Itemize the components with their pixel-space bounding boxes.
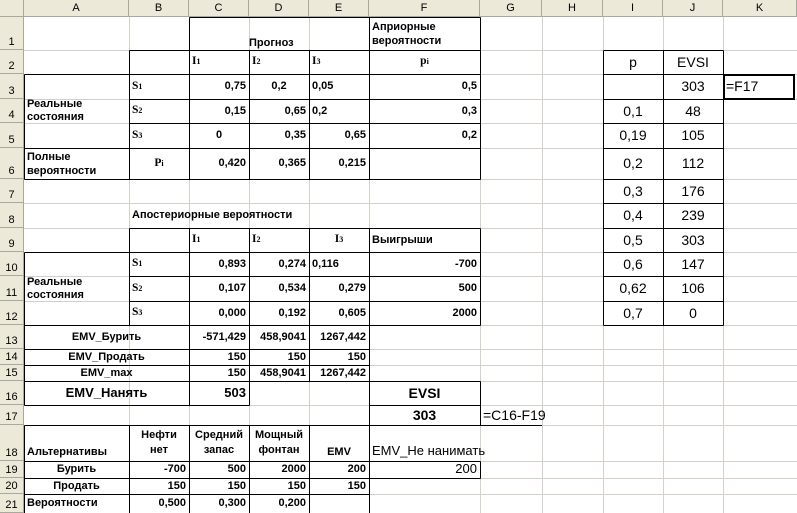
post-S2-I1[interactable]: 0,107 xyxy=(218,282,246,295)
emv-sell-I1[interactable]: 150 xyxy=(227,350,246,363)
drill-no-oil[interactable]: -700 xyxy=(163,463,186,476)
side-evsi-1[interactable]: 303 xyxy=(681,78,705,95)
side-p-6[interactable]: 0,4 xyxy=(623,207,643,224)
emv-max-I3[interactable]: 1267,442 xyxy=(320,366,366,379)
side-p-header[interactable]: p xyxy=(629,53,637,70)
I3-letter: I xyxy=(312,55,317,68)
P-sub: i xyxy=(161,158,164,168)
row-header-21[interactable]: 21 xyxy=(0,494,24,513)
row-header-12[interactable]: 12 xyxy=(0,301,24,325)
sell-emv[interactable]: 150 xyxy=(347,479,366,492)
column-header-G[interactable]: G xyxy=(480,0,542,17)
post-S1-I1[interactable]: 0,893 xyxy=(218,257,246,270)
I3-sub: 3 xyxy=(316,57,321,67)
aprior-title[interactable]: Априорные вероятности xyxy=(372,20,442,47)
prognoz-title[interactable]: Прогноз xyxy=(249,37,294,50)
side-evsi-2[interactable]: 48 xyxy=(685,102,701,119)
sell-label[interactable]: Продать xyxy=(53,479,100,492)
column-header-F[interactable]: F xyxy=(369,0,480,17)
column-header-I[interactable]: I xyxy=(603,0,663,17)
post-S2-I2[interactable]: 0,534 xyxy=(278,282,306,295)
post-S3-label[interactable] xyxy=(129,301,189,325)
emv-hire-value[interactable]: 503 xyxy=(224,384,246,400)
side-p-2[interactable]: 0,1 xyxy=(623,102,643,119)
I2-sub: 2 xyxy=(256,57,261,67)
side-p-7[interactable]: 0,5 xyxy=(623,231,643,248)
winnings-title[interactable]: Выигрыши xyxy=(372,233,433,246)
header-I1[interactable] xyxy=(189,50,249,74)
S3-label[interactable] xyxy=(129,123,189,148)
row-header-15[interactable]: 15 xyxy=(0,365,24,381)
emv-drill-I3[interactable]: 1267,442 xyxy=(320,330,366,343)
pI2-sub: 2 xyxy=(256,235,261,245)
I1-sub: 1 xyxy=(196,57,201,67)
post-S3-I1[interactable]: 0,000 xyxy=(218,306,246,319)
header-pi[interactable] xyxy=(369,50,480,74)
S2-sub: 2 xyxy=(138,106,143,116)
I2-letter: I xyxy=(252,55,257,68)
row-header-14[interactable]: 14 xyxy=(0,349,24,365)
row-header-1[interactable]: 1 xyxy=(0,17,24,50)
row-header-19[interactable]: 19 xyxy=(0,461,24,478)
emv-sell-label[interactable]: EMV_Продать xyxy=(68,350,145,363)
full-prob-I1[interactable]: 0,420 xyxy=(218,157,246,170)
pI2-letter: I xyxy=(252,233,257,246)
post-S3-I2[interactable]: 0,192 xyxy=(278,306,306,319)
prior-S3-I1[interactable]: 0 xyxy=(215,129,223,142)
prior-S3-I3[interactable]: 0,65 xyxy=(344,129,366,142)
prior-S1-I2[interactable]: 0,2 xyxy=(271,80,287,93)
row-header-7[interactable]: 7 xyxy=(0,179,24,203)
aposterior-title[interactable]: Апостериорные вероятности xyxy=(132,209,293,222)
evsi-label[interactable]: EVSI xyxy=(408,384,441,401)
side-evsi-5[interactable]: 176 xyxy=(681,182,705,199)
prior-S2-I1[interactable]: 0,15 xyxy=(224,104,246,117)
emv-drill-I2[interactable]: 458,9041 xyxy=(260,330,306,343)
drill-mid[interactable]: 500 xyxy=(227,463,246,476)
post-S3-win[interactable]: 2000 xyxy=(452,306,477,319)
drill-gush[interactable]: 2000 xyxy=(281,463,306,476)
prior-S3-p[interactable]: 0,2 xyxy=(461,129,477,142)
side-p-10[interactable]: 0,7 xyxy=(623,304,643,321)
post-S3-I3[interactable]: 0,605 xyxy=(338,306,366,319)
emv-sell-I3[interactable]: 150 xyxy=(347,350,366,363)
column-header-D[interactable]: D xyxy=(249,0,309,17)
side-evsi-header[interactable]: EVSI xyxy=(677,53,709,70)
full-prob-I2[interactable]: 0,365 xyxy=(278,157,306,170)
real-states-label-2[interactable]: Реальные состояния xyxy=(27,275,84,301)
side-p-5[interactable]: 0,3 xyxy=(623,182,643,199)
pI3-sub: 3 xyxy=(339,235,344,245)
evsi-value[interactable]: 303 xyxy=(412,406,437,423)
post-S1-label[interactable] xyxy=(129,252,189,276)
row-header-9[interactable]: 9 xyxy=(0,228,24,252)
column-header-K[interactable]: K xyxy=(723,0,797,17)
emv-drill-label[interactable]: EMV_Бурить xyxy=(71,330,142,343)
full-prob-label[interactable]: Полные вероятности xyxy=(27,150,97,177)
side-p-1[interactable] xyxy=(603,74,663,99)
evsi-formula[interactable]: =C16-F19 xyxy=(483,406,546,423)
header-I2[interactable] xyxy=(249,50,309,74)
S2-label[interactable] xyxy=(129,99,189,123)
S2-letter: S xyxy=(132,104,139,117)
header-no-oil[interactable]: Нефти нет xyxy=(141,429,177,456)
prob-label[interactable]: Вероятности xyxy=(27,497,98,510)
row-header-3[interactable]: 3 xyxy=(0,74,24,99)
header-gush[interactable]: Мощный фонтан xyxy=(255,429,303,456)
row-header-4[interactable]: 4 xyxy=(0,99,24,123)
I1-letter: I xyxy=(192,55,197,68)
pS1-sub: 1 xyxy=(138,259,143,269)
S3-letter: S xyxy=(132,128,139,141)
side-evsi-4[interactable]: 112 xyxy=(681,155,705,172)
sell-mid[interactable]: 150 xyxy=(227,479,246,492)
sell-no-oil[interactable]: 150 xyxy=(167,479,186,492)
pS1-letter: S xyxy=(132,257,139,270)
row-header-10[interactable]: 10 xyxy=(0,252,24,276)
prior-S1-I1[interactable]: 0,75 xyxy=(224,80,246,93)
post-S2-win[interactable]: 500 xyxy=(458,282,477,295)
prob-no-oil[interactable]: 0,500 xyxy=(158,497,186,510)
row-header-2[interactable]: 2 xyxy=(0,50,24,74)
header-mid[interactable]: Средний запас xyxy=(195,429,243,456)
prior-S2-I2[interactable]: 0,65 xyxy=(284,104,306,117)
side-evsi-6[interactable]: 239 xyxy=(681,207,705,224)
post-S1-win[interactable]: -700 xyxy=(454,257,477,270)
side-evsi-7[interactable]: 303 xyxy=(681,231,705,248)
row-header-16[interactable]: 16 xyxy=(0,381,24,405)
header-emv[interactable]: EMV xyxy=(327,446,351,459)
column-header-H[interactable]: H xyxy=(542,0,603,17)
emv-hire-label[interactable]: EMV_Нанять xyxy=(65,384,148,400)
side-evsi-10[interactable]: 0 xyxy=(689,304,697,321)
sell-gush[interactable]: 150 xyxy=(287,479,306,492)
pi-sub: i xyxy=(426,57,429,67)
prior-S2-p[interactable]: 0,3 xyxy=(461,104,477,117)
column-header-C[interactable]: C xyxy=(189,0,249,17)
side-evsi-3[interactable]: 105 xyxy=(681,127,705,144)
side-evsi-9[interactable]: 106 xyxy=(681,280,705,297)
emv-nohire-label[interactable]: EMV_Не нанимать xyxy=(372,443,486,459)
pI1-sub: 1 xyxy=(196,235,201,245)
row-header-11[interactable]: 11 xyxy=(0,276,24,301)
column-header-E[interactable]: E xyxy=(309,0,369,17)
P-label[interactable] xyxy=(129,148,189,179)
prior-S1-p[interactable]: 0,5 xyxy=(461,80,477,93)
prior-S3-I2[interactable]: 0,35 xyxy=(284,129,306,142)
post-header-I1[interactable] xyxy=(189,228,249,252)
pS2-sub: 2 xyxy=(138,283,143,293)
column-header-A[interactable]: A xyxy=(24,0,129,17)
row-header-5[interactable]: 5 xyxy=(0,123,24,148)
drill-label[interactable]: Бурить xyxy=(56,463,97,476)
side-evsi-8[interactable]: 147 xyxy=(681,255,705,272)
S1-sub: 1 xyxy=(138,81,143,91)
prob-mid[interactable]: 0,300 xyxy=(218,497,246,510)
drill-emv[interactable]: 200 xyxy=(347,463,366,476)
row-header-17[interactable]: 17 xyxy=(0,405,24,425)
header-I3[interactable] xyxy=(309,50,369,74)
row-header-13[interactable]: 13 xyxy=(0,325,24,349)
row-header-20[interactable]: 20 xyxy=(0,478,24,494)
S1-letter: S xyxy=(132,79,139,92)
side-p-8[interactable]: 0,6 xyxy=(623,255,643,272)
full-prob-I3[interactable]: 0,215 xyxy=(338,157,366,170)
post-S2-label[interactable] xyxy=(129,276,189,301)
row-header-8[interactable]: 8 xyxy=(0,203,24,228)
pi-letter: p xyxy=(420,55,427,68)
pI3-letter: I xyxy=(334,233,340,246)
emv-max-I2[interactable]: 458,9041 xyxy=(260,366,306,379)
emv-max-I1[interactable]: 150 xyxy=(227,366,246,379)
row-header-6[interactable]: 6 xyxy=(0,148,24,179)
row-header-18[interactable]: 18 xyxy=(0,425,24,461)
emv-nohire-value[interactable]: 200 xyxy=(455,461,477,477)
pI1-letter: I xyxy=(192,233,197,246)
side-formula[interactable]: =F17 xyxy=(726,78,759,95)
select-all-corner[interactable] xyxy=(0,0,24,17)
post-header-I2[interactable] xyxy=(249,228,309,252)
post-S2-I3[interactable]: 0,279 xyxy=(338,282,366,295)
column-header-J[interactable]: J xyxy=(663,0,723,17)
emv-sell-I2[interactable]: 150 xyxy=(287,350,306,363)
real-states-label-1[interactable]: Реальные состояния xyxy=(27,98,84,123)
emv-drill-I1[interactable]: -571,429 xyxy=(202,330,246,343)
prob-gush[interactable]: 0,200 xyxy=(278,497,306,510)
column-header-B[interactable]: B xyxy=(129,0,189,17)
prior-S2-I3[interactable]: 0,2 xyxy=(312,104,328,117)
pS2-letter: S xyxy=(132,281,139,294)
post-header-I3[interactable] xyxy=(309,228,369,252)
side-p-4[interactable]: 0,2 xyxy=(623,155,643,172)
pS3-letter: S xyxy=(132,306,139,319)
prior-S1-I3[interactable]: 0,05 xyxy=(312,80,334,93)
side-p-9[interactable]: 0,62 xyxy=(619,280,647,297)
post-S1-I3[interactable]: 0,116 xyxy=(312,257,339,270)
pS3-sub: 3 xyxy=(138,308,143,318)
alternatives-label[interactable]: Альтернативы xyxy=(27,446,108,459)
emv-max-label[interactable]: EMV_max xyxy=(80,366,133,379)
S3-sub: 3 xyxy=(138,130,143,140)
side-p-3[interactable]: 0,19 xyxy=(619,127,647,144)
post-S1-I2[interactable]: 0,274 xyxy=(278,257,306,270)
P-letter: P xyxy=(154,156,162,169)
S1-label[interactable] xyxy=(129,74,189,99)
